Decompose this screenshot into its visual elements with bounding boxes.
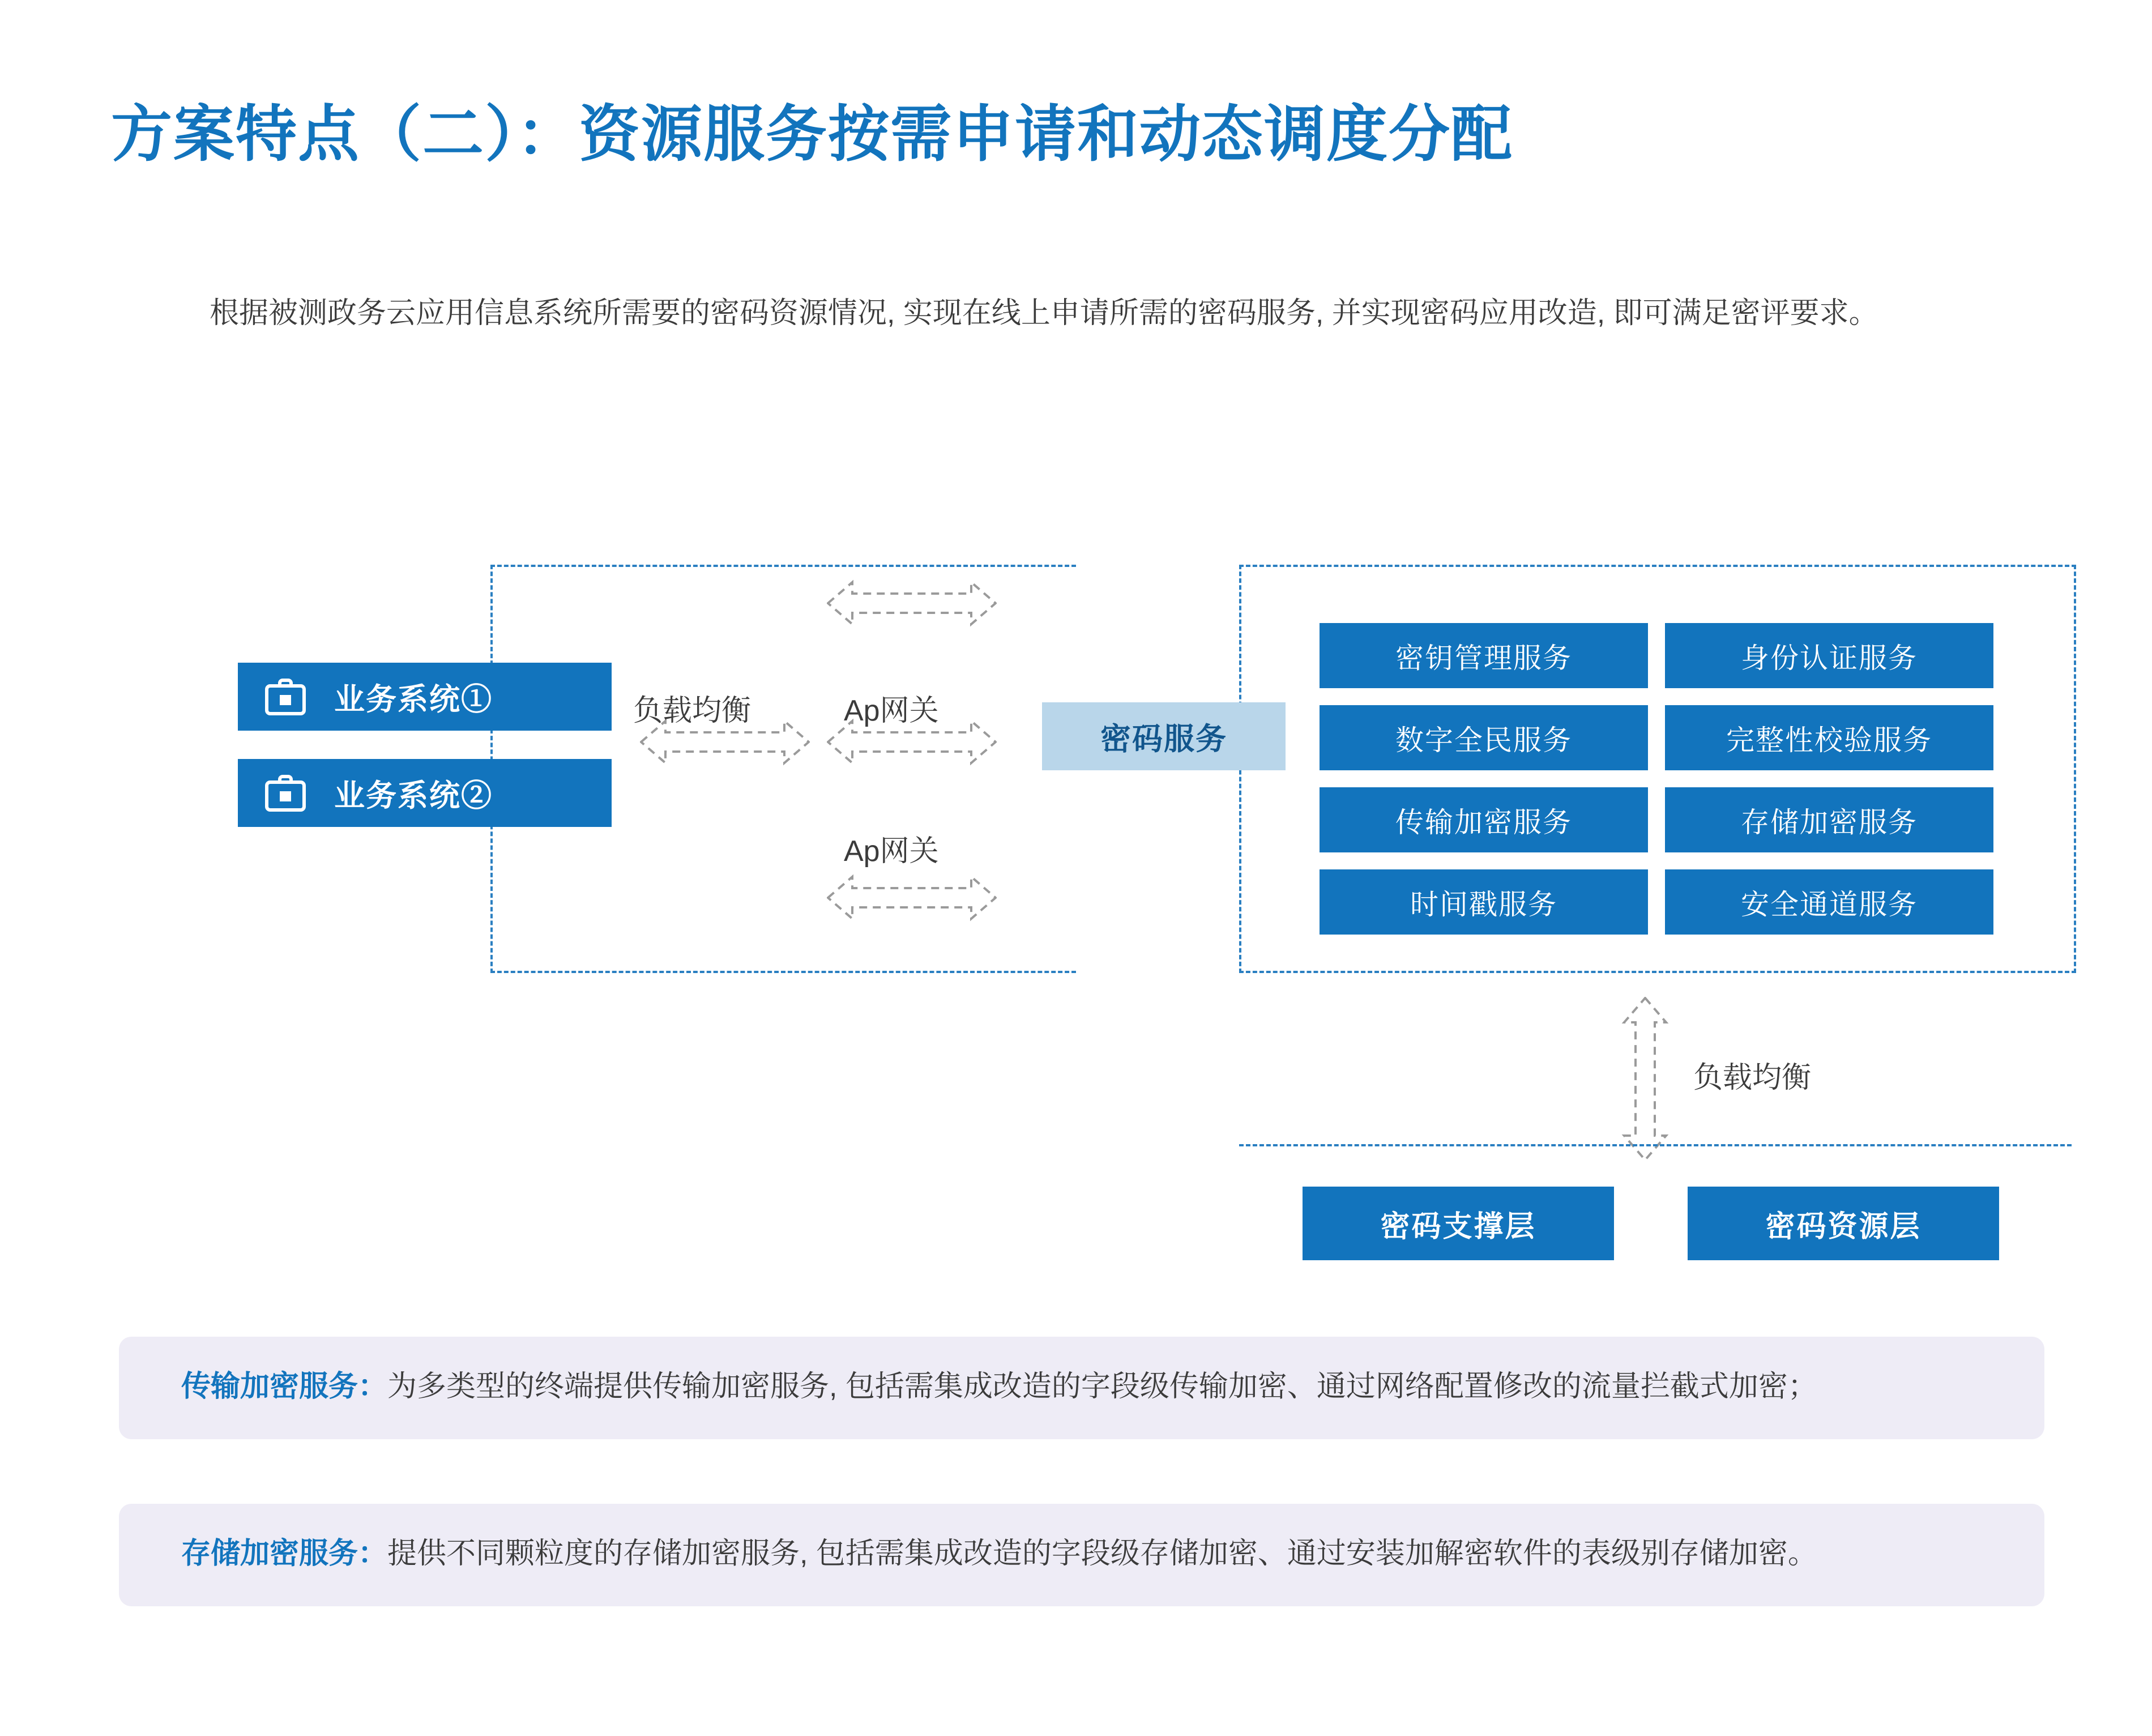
service-item[interactable]: 密钥管理服务 <box>1320 623 1648 688</box>
note-title: 传输加密服务： <box>181 1370 388 1403</box>
service-item[interactable]: 安全通道服务 <box>1665 869 1993 935</box>
business-system-1[interactable] <box>238 663 612 731</box>
service-item[interactable]: 完整性校验服务 <box>1665 705 1993 770</box>
gateway-arrow-icon-top <box>827 578 997 629</box>
layer-button-resource[interactable]: 密码资源层 <box>1688 1187 1999 1260</box>
briefcase-icon <box>265 678 306 715</box>
intro-paragraph: 根据被测政务云应用信息系统所需要的密码资源情况, 实现在线上申请所需的密码服务, 并实现密码应用改造, 即可满足密评要求。 <box>210 297 1878 330</box>
business-system-1-label: 业务系统① <box>334 682 493 716</box>
service-item[interactable]: 身份认证服务 <box>1665 623 1993 688</box>
service-item[interactable]: 时间戳服务 <box>1320 869 1648 935</box>
briefcase-icon <box>265 774 306 812</box>
architecture-diagram <box>0 527 2152 1320</box>
note-body: 为多类型的终端提供传输加密服务, 包括需集成改造的字段级传输加密、通过网络配置修改的流量拦截式加密； <box>387 1370 1817 1403</box>
business-system-2[interactable] <box>238 759 612 827</box>
label-gateway-top: Ap网关 <box>844 694 939 727</box>
layer-button-support[interactable]: 密码支撑层 <box>1303 1187 1614 1260</box>
note-title: 存储加密服务： <box>181 1537 388 1570</box>
dashed-separator-bottom <box>1239 1144 2072 1146</box>
service-item[interactable]: 数字全民服务 <box>1320 705 1648 770</box>
note-transmission-encryption <box>119 1337 2044 1439</box>
gateway-arrow-icon-bottom <box>827 872 997 923</box>
note-storage-encryption <box>119 1504 2044 1606</box>
label-load-balance-bottom: 负载均衡 <box>1693 1061 1812 1094</box>
label-gateway-bottom: Ap网关 <box>844 835 939 868</box>
service-item[interactable]: 传输加密服务 <box>1320 787 1648 852</box>
service-grid <box>1320 623 1993 935</box>
business-system-2-label: 业务系统② <box>334 778 493 813</box>
page-title: 方案特点（二）：资源服务按需申请和动态调度分配 <box>111 100 1514 168</box>
gateway-arrow-icon-top-2 <box>827 716 997 767</box>
note-body: 提供不同颗粒度的存储加密服务, 包括需集成改造的字段级存储加密、通过安装加解密软件的表级别存储加密。 <box>387 1537 1817 1570</box>
load-balance-arrow-icon-vertical <box>1620 997 1671 1161</box>
service-item[interactable]: 存储加密服务 <box>1665 787 1993 852</box>
crypto-service-chip[interactable]: 密码服务 <box>1042 702 1286 770</box>
label-load-balance-left: 负载均衡 <box>633 694 752 727</box>
